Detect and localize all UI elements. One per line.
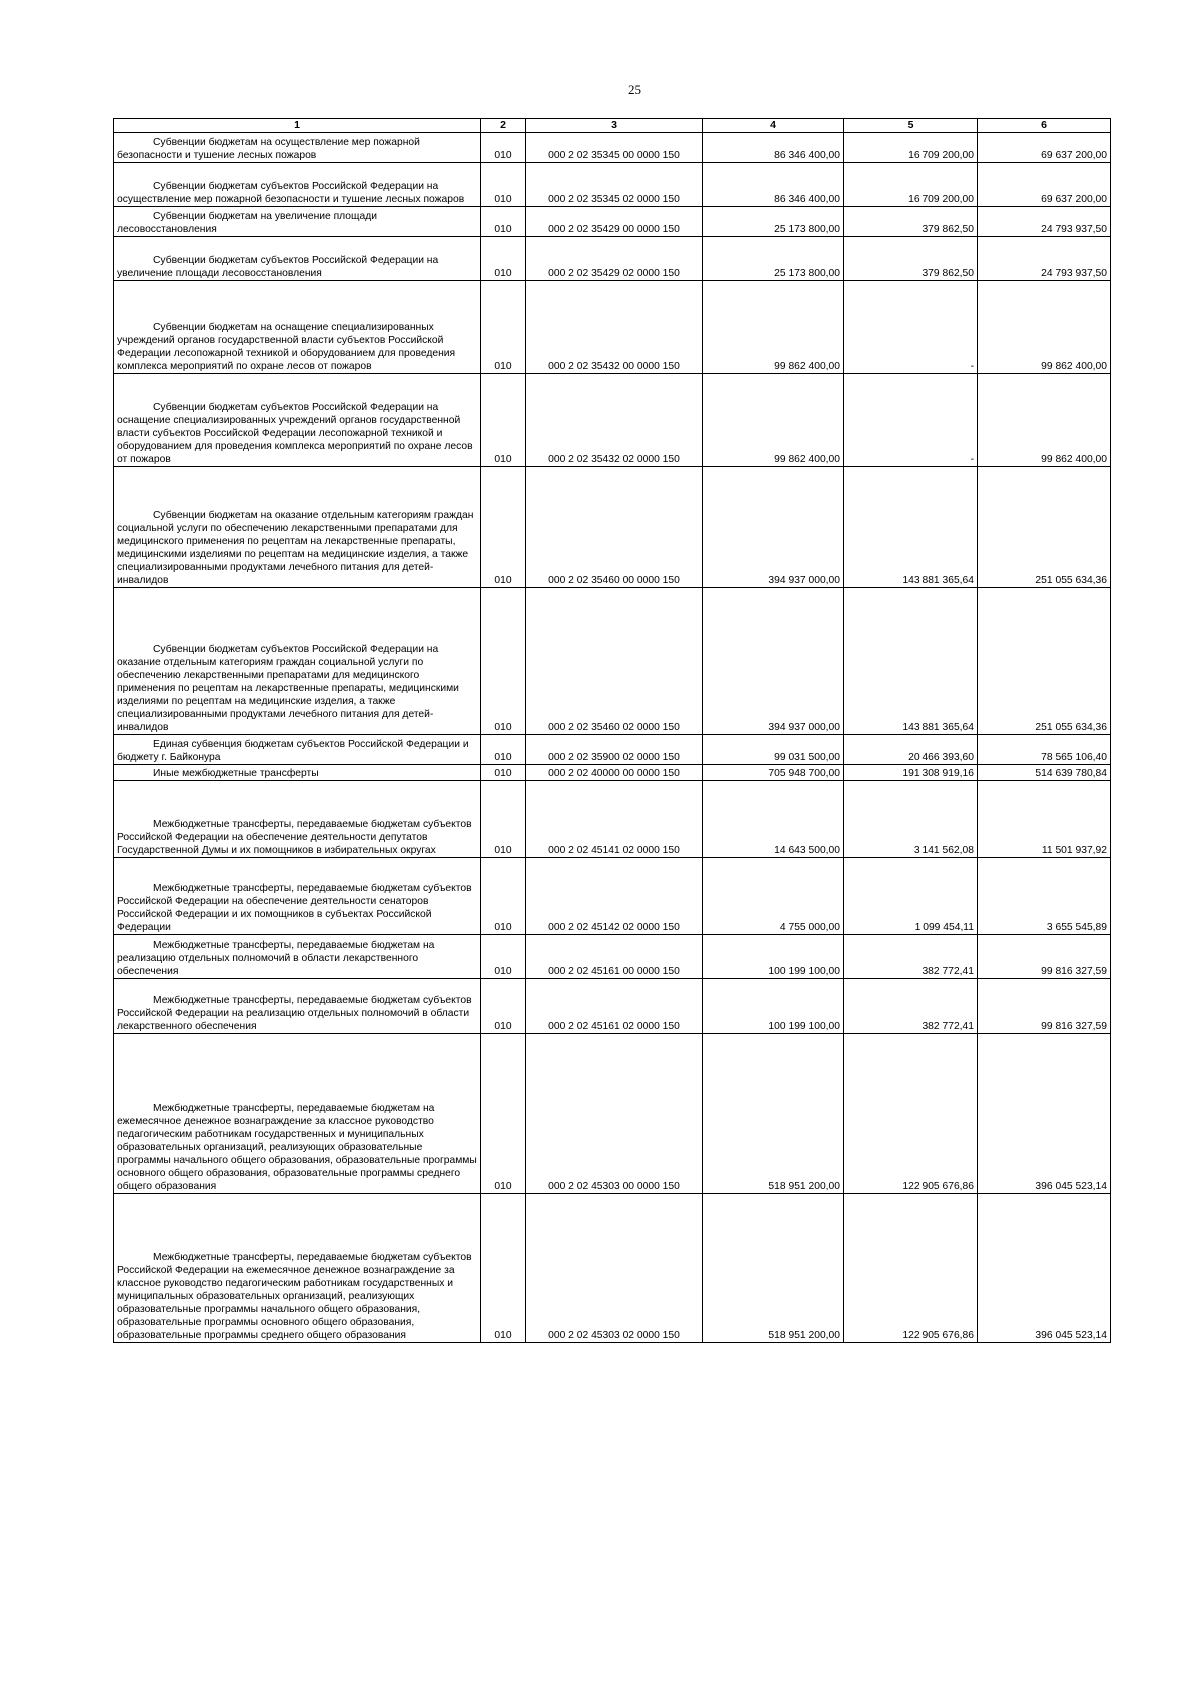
row-code-cell: 010 — [481, 935, 526, 979]
row-kbk-cell: 000 2 02 35460 00 0000 150 — [526, 467, 703, 588]
row-executed-cell: 382 772,41 — [844, 935, 978, 979]
row-approved-cell: 100 199 100,00 — [703, 935, 844, 979]
table-row — [114, 281, 1111, 374]
row-remaining-cell: 3 655 545,89 — [978, 858, 1111, 935]
row-remaining-cell: 78 565 106,40 — [978, 735, 1111, 765]
row-executed-cell: - — [844, 281, 978, 374]
row-name-cell — [114, 765, 481, 781]
row-name-text: Субвенции бюджетам субъектов Российской Федерации на осуществление мер пожарной безопасности и тушение лесных пожаров — [117, 181, 465, 205]
table-row — [114, 133, 1111, 163]
row-remaining-cell: 396 045 523,14 — [978, 1194, 1111, 1343]
row-code-cell: 010 — [481, 1194, 526, 1343]
row-name-text: Межбюджетные трансферты, передаваемые бюджетам субъектов Российской Федерации на обеспечение деятельности депутатов Государственной Думы и их помощников в избирательных округах — [117, 819, 472, 856]
row-name-cell — [114, 858, 481, 935]
row-approved-cell: 99 862 400,00 — [703, 374, 844, 467]
row-executed-cell: 143 881 365,64 — [844, 588, 978, 735]
row-executed-cell: 191 308 919,16 — [844, 765, 978, 781]
row-code-cell: 010 — [481, 467, 526, 588]
column-header-2: 2 — [481, 119, 526, 133]
row-name-cell — [114, 781, 481, 858]
row-approved-cell: 14 643 500,00 — [703, 781, 844, 858]
row-name-text: Межбюджетные трансферты, передаваемые бюджетам на реализацию отдельных полномочий в области лекарственного обеспечения — [117, 940, 435, 977]
row-code-cell: 010 — [481, 207, 526, 237]
row-kbk-cell: 000 2 02 35429 00 0000 150 — [526, 207, 703, 237]
table-row — [114, 935, 1111, 979]
row-executed-cell: 382 772,41 — [844, 979, 978, 1034]
row-kbk-cell: 000 2 02 45303 02 0000 150 — [526, 1194, 703, 1343]
row-approved-cell: 25 173 800,00 — [703, 237, 844, 281]
row-kbk-cell: 000 2 02 45303 00 0000 150 — [526, 1034, 703, 1194]
row-kbk-cell: 000 2 02 35432 00 0000 150 — [526, 281, 703, 374]
row-kbk-cell: 000 2 02 35460 02 0000 150 — [526, 588, 703, 735]
row-kbk-cell: 000 2 02 35345 00 0000 150 — [526, 133, 703, 163]
row-code-cell: 010 — [481, 858, 526, 935]
table-row — [114, 374, 1111, 467]
table-row — [114, 207, 1111, 237]
table-row — [114, 588, 1111, 735]
table-row — [114, 858, 1111, 935]
row-kbk-cell: 000 2 02 35900 02 0000 150 — [526, 735, 703, 765]
column-header-1: 1 — [114, 119, 481, 133]
row-code-cell: 010 — [481, 281, 526, 374]
row-code-cell: 010 — [481, 237, 526, 281]
table-row — [114, 765, 1111, 781]
row-executed-cell: 16 709 200,00 — [844, 163, 978, 207]
row-approved-cell: 100 199 100,00 — [703, 979, 844, 1034]
row-executed-cell: 143 881 365,64 — [844, 467, 978, 588]
row-approved-cell: 705 948 700,00 — [703, 765, 844, 781]
row-name-text: Межбюджетные трансферты, передаваемые бюджетам субъектов Российской Федерации на реализацию отдельных полномочий в области лекарственного обеспечения — [117, 995, 472, 1032]
table-header-row — [114, 119, 1111, 133]
table-row — [114, 979, 1111, 1034]
row-name-cell — [114, 1194, 481, 1343]
table-row — [114, 237, 1111, 281]
row-executed-cell: 3 141 562,08 — [844, 781, 978, 858]
row-approved-cell: 394 937 000,00 — [703, 467, 844, 588]
row-code-cell: 010 — [481, 163, 526, 207]
row-remaining-cell: 11 501 937,92 — [978, 781, 1111, 858]
row-approved-cell: 86 346 400,00 — [703, 133, 844, 163]
row-name-text: Субвенции бюджетам на осуществление мер пожарной безопасности и тушение лесных пожаров — [117, 137, 420, 161]
row-name-cell — [114, 979, 481, 1034]
row-name-cell — [114, 281, 481, 374]
row-kbk-cell: 000 2 02 45141 02 0000 150 — [526, 781, 703, 858]
row-approved-cell: 25 173 800,00 — [703, 207, 844, 237]
row-name-cell — [114, 133, 481, 163]
row-remaining-cell: 99 862 400,00 — [978, 374, 1111, 467]
row-name-cell — [114, 467, 481, 588]
row-remaining-cell: 251 055 634,36 — [978, 588, 1111, 735]
row-kbk-cell: 000 2 02 35345 02 0000 150 — [526, 163, 703, 207]
row-code-cell: 010 — [481, 735, 526, 765]
row-code-cell: 010 — [481, 1034, 526, 1194]
row-kbk-cell: 000 2 02 35432 02 0000 150 — [526, 374, 703, 467]
row-name-text: Межбюджетные трансферты, передаваемые бюджетам субъектов Российской Федерации на ежемесячное денежное вознаграждение за классное руководство педагогическим работникам государственных и муниципальных образовательных организаций, реализующих образовательные программы начального общего образования, образовательные программы основного общего образования, образовательные программы среднего общего образования — [117, 1252, 472, 1341]
row-name-cell — [114, 374, 481, 467]
row-code-cell: 010 — [481, 133, 526, 163]
row-approved-cell: 99 862 400,00 — [703, 281, 844, 374]
row-kbk-cell: 000 2 02 45142 02 0000 150 — [526, 858, 703, 935]
row-approved-cell: 99 031 500,00 — [703, 735, 844, 765]
page-number: 25 — [628, 82, 641, 97]
row-name-text: Межбюджетные трансферты, передаваемые бюджетам субъектов Российской Федерации на обеспечение деятельности сенаторов Российской Федерации и их помощников в субъектах Российской Федерации — [117, 883, 472, 933]
row-approved-cell: 394 937 000,00 — [703, 588, 844, 735]
row-executed-cell: 20 466 393,60 — [844, 735, 978, 765]
row-name-text: Субвенции бюджетам на увеличение площади лесовосстановления — [117, 211, 377, 235]
column-header-4: 4 — [703, 119, 844, 133]
row-name-text: Иные межбюджетные трансферты — [153, 768, 319, 779]
row-name-text: Субвенции бюджетам на оснащение специализированных учреждений органов государственной власти субъектов Российской Федерации лесопожарной техникой и оборудованием для проведения комплекса мероприятий по охране лесов от пожаров — [117, 322, 456, 372]
row-name-text: Субвенции бюджетам субъектов Российской Федерации на увеличение площади лесовосстановления — [117, 255, 439, 279]
row-remaining-cell: 24 793 937,50 — [978, 207, 1111, 237]
row-name-cell — [114, 163, 481, 207]
row-kbk-cell: 000 2 02 45161 02 0000 150 — [526, 979, 703, 1034]
table-body — [114, 133, 1111, 1343]
row-executed-cell: 379 862,50 — [844, 207, 978, 237]
row-code-cell: 010 — [481, 374, 526, 467]
row-executed-cell: 379 862,50 — [844, 237, 978, 281]
row-remaining-cell: 396 045 523,14 — [978, 1034, 1111, 1194]
row-code-cell: 010 — [481, 979, 526, 1034]
budget-table — [113, 118, 1111, 1343]
row-executed-cell: - — [844, 374, 978, 467]
row-approved-cell: 86 346 400,00 — [703, 163, 844, 207]
row-remaining-cell: 514 639 780,84 — [978, 765, 1111, 781]
table-row — [114, 735, 1111, 765]
row-name-cell — [114, 1034, 481, 1194]
row-name-text: Субвенции бюджетам субъектов Российской Федерации на оказание отдельным категориям граждан социальной услуги по обеспечению лекарственными препаратами для медицинского применения по рецептам на лекарственные препараты, медицинскими изделиями по рецептам на медицинские изделия, а также специализированными продуктами лечебного питания для детей-инвалидов — [117, 644, 459, 733]
row-remaining-cell: 24 793 937,50 — [978, 237, 1111, 281]
row-approved-cell: 4 755 000,00 — [703, 858, 844, 935]
row-code-cell: 010 — [481, 765, 526, 781]
row-code-cell: 010 — [481, 588, 526, 735]
row-remaining-cell: 99 816 327,59 — [978, 979, 1111, 1034]
column-header-6: 6 — [978, 119, 1111, 133]
row-kbk-cell: 000 2 02 45161 00 0000 150 — [526, 935, 703, 979]
row-name-cell — [114, 588, 481, 735]
row-executed-cell: 16 709 200,00 — [844, 133, 978, 163]
row-code-cell: 010 — [481, 781, 526, 858]
row-name-text: Субвенции бюджетам субъектов Российской Федерации на оснащение специализированных учреждений органов государственной власти субъектов Российской Федерации лесопожарной техникой и оборудованием для проведения комплекса мероприятий по охране лесов от пожаров — [117, 402, 473, 465]
row-name-cell — [114, 237, 481, 281]
row-remaining-cell: 99 816 327,59 — [978, 935, 1111, 979]
row-approved-cell: 518 951 200,00 — [703, 1194, 844, 1343]
row-name-text: Межбюджетные трансферты, передаваемые бюджетам на ежемесячное денежное вознаграждение за классное руководство педагогическим работникам государственных и муниципальных образовательных организаций, реализующих образовательные программы начального общего образования, образовательные программы основного общего образования, образовательные программы среднего общего образования — [117, 1103, 477, 1192]
row-kbk-cell: 000 2 02 35429 02 0000 150 — [526, 237, 703, 281]
row-approved-cell: 518 951 200,00 — [703, 1034, 844, 1194]
row-remaining-cell: 251 055 634,36 — [978, 467, 1111, 588]
row-name-cell — [114, 735, 481, 765]
row-name-text: Единая субвенция бюджетам субъектов Российской Федерации и бюджету г. Байконура — [117, 739, 469, 763]
row-name-text: Субвенции бюджетам на оказание отдельным категориям граждан социальной услуги по обеспечению лекарственными препаратами для медицинского применения по рецептам на лекарственные препараты, медицинскими изделиями по рецептам на медицинские изделия, а также специализированными продуктами лечебного питания для детей-инвалидов — [117, 510, 474, 586]
row-remaining-cell: 69 637 200,00 — [978, 163, 1111, 207]
row-kbk-cell: 000 2 02 40000 00 0000 150 — [526, 765, 703, 781]
row-executed-cell: 1 099 454,11 — [844, 858, 978, 935]
table-row — [114, 467, 1111, 588]
row-remaining-cell: 69 637 200,00 — [978, 133, 1111, 163]
row-executed-cell: 122 905 676,86 — [844, 1034, 978, 1194]
column-header-3: 3 — [526, 119, 703, 133]
table-row — [114, 1194, 1111, 1343]
table-row — [114, 781, 1111, 858]
row-name-cell — [114, 935, 481, 979]
row-executed-cell: 122 905 676,86 — [844, 1194, 978, 1343]
row-name-cell — [114, 207, 481, 237]
row-remaining-cell: 99 862 400,00 — [978, 281, 1111, 374]
table-row — [114, 163, 1111, 207]
table-row — [114, 1034, 1111, 1194]
column-header-5: 5 — [844, 119, 978, 133]
